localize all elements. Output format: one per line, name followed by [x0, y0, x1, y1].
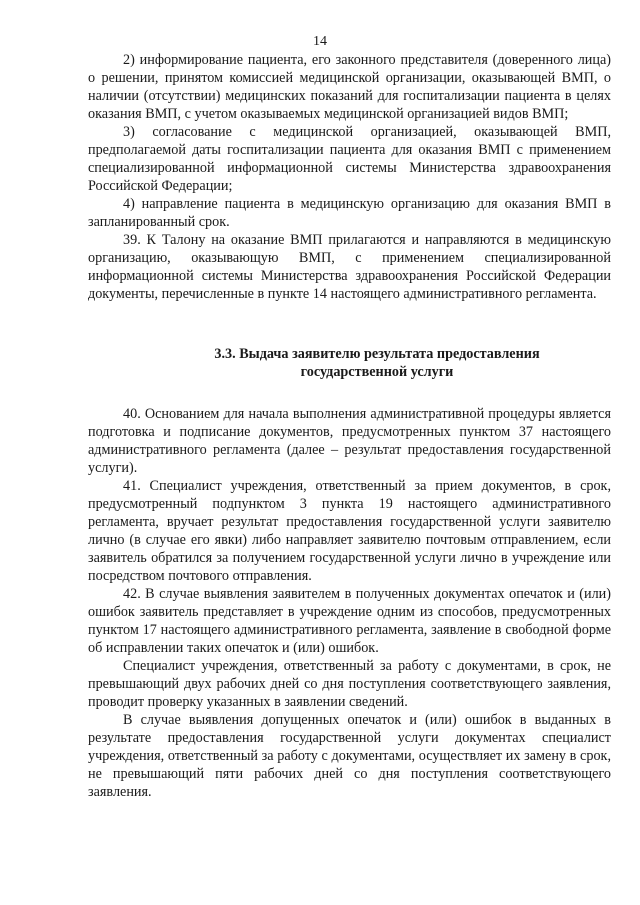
page-number: 14: [313, 34, 327, 49]
document-body: [88, 51, 611, 801]
spacer: [88, 327, 611, 345]
section-heading-line-1: 3.3. Выдача заявителю результата предоставления: [214, 346, 540, 362]
section-heading: [88, 345, 611, 381]
spacer: [88, 381, 611, 405]
paragraph-item-4: 4) направление пациента в медицинскую организацию для оказания ВМП в запланированный срок.: [88, 196, 611, 230]
paragraph-item-2: 2) информирование пациента, его законного представителя (доверенного лица) о решении, принятом комиссией медицинской организации, оказывающей ВМП, о наличии (отсутствии) медицинских показаний для госпитализации пациента в целях оказания ВМП, с учетом оказываемых медицинской организацией видов ВМП;: [88, 52, 611, 122]
paragraph-42: 42. В случае выявления заявителем в полученных документах опечаток и (или) ошибок заявитель представляет в учреждение одним из способов, предусмотренных пунктом 17 настоящего административного регламента, заявление в свободной форме об исправлении таких опечаток и (или) ошибок.: [88, 586, 611, 656]
spacer: [88, 303, 611, 327]
paragraph-42-replacement: В случае выявления допущенных опечаток и (или) ошибок в выданных в результате предоставления государственной услуги документах специалист учреждения, ответственный за работу с документами, осуществляет их замену в срок, не превышающий пяти рабочих дней со дня поступления соответствующего заявления.: [88, 712, 611, 800]
paragraph-42-check: Специалист учреждения, ответственный за работу с документами, в срок, не превышающий двух рабочих дней со дня поступления соответствующего заявления, проводит проверку указанных в заявлении сведений.: [88, 658, 611, 710]
paragraph-41: 41. Специалист учреждения, ответственный за прием документов, в срок, предусмотренный подпунктом 3 пункта 19 настоящего административного регламента, вручает результат предоставления государственной услуги заявителю лично (в случае его явки) либо направляет заявителю почтовым отправлением, если заявитель обратился за получением государственной услуги лично в учреждение или посредством почтового отправления.: [88, 478, 611, 584]
section-heading-line-2: государственной услуги: [300, 364, 454, 380]
paragraph-40: 40. Основанием для начала выполнения административной процедуры является подготовка и подписание документов, предусмотренных пунктом 37 настоящего административного регламента (далее – результат предоставления государственной услуги).: [88, 406, 611, 476]
paragraph-39: 39. К Талону на оказание ВМП прилагаются и направляются в медицинскую организацию, оказывающую ВМП, с применением специализированной информационной системы Министерства здравоохранения Российской Федерации документы, перечисленные в пункте 14 настоящего административного регламента.: [88, 232, 611, 302]
paragraph-item-3: 3) согласование с медицинской организацией, оказывающей ВМП, предполагаемой даты госпитализации пациента для оказания ВМП с применением специализированной информационной системы Министерства здравоохранения Российской Федерации;: [88, 124, 611, 194]
